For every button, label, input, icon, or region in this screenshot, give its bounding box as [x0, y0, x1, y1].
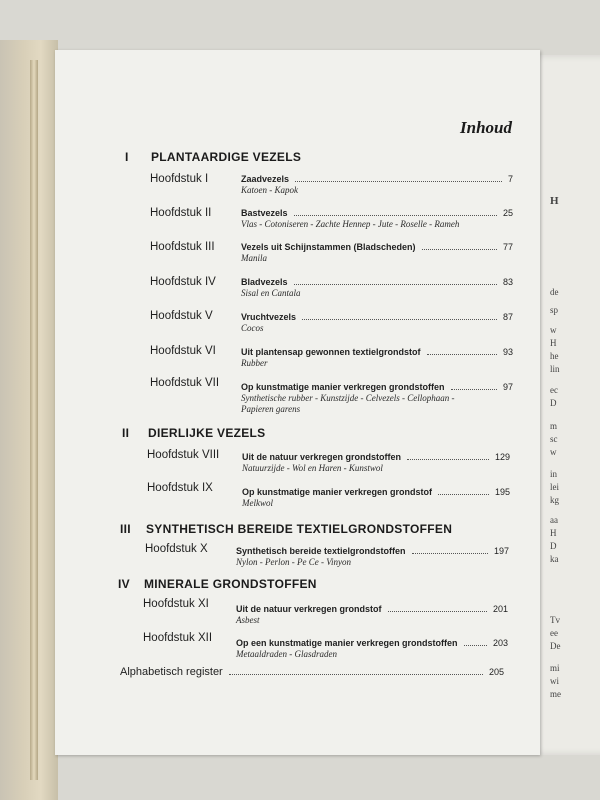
adjacent-text-fragment: de — [550, 287, 559, 297]
adjacent-text-fragment: Tv — [550, 615, 560, 625]
adjacent-text-fragment: aa — [550, 515, 558, 525]
toc-entry — [241, 277, 513, 298]
chapter-label: Hoofdstuk III — [150, 241, 215, 253]
leader-dots — [438, 487, 489, 495]
chapter-label: Hoofdstuk IV — [150, 276, 216, 288]
entry-title: Synthetisch bereide textielgrondstoffen — [236, 546, 406, 556]
leader-dots — [407, 452, 489, 460]
toc-entry — [241, 242, 513, 263]
entry-title: Zaadvezels — [241, 174, 290, 184]
register-entry — [120, 666, 504, 678]
adjacent-text-fragment: he — [550, 351, 559, 361]
toc-entry — [241, 382, 513, 414]
page-number: 97 — [502, 382, 513, 392]
page-number: 77 — [502, 242, 513, 252]
section-heading — [118, 577, 317, 591]
adjacent-page — [530, 55, 600, 755]
toc-entry — [242, 452, 510, 473]
adjacent-text-fragment: lin — [550, 364, 560, 374]
adjacent-text-fragment: m — [550, 421, 558, 431]
adjacent-text-fragment: De — [550, 641, 561, 651]
section-heading — [120, 522, 452, 536]
entry-subtitle: Metaaldraden - Glasdraden — [236, 649, 337, 659]
entry-subtitle: Katoen - Kapok — [241, 185, 298, 195]
entry-title: Op kunstmatige manier verkregen grondstof — [242, 487, 433, 497]
adjacent-text-fragment: kg — [550, 495, 559, 505]
chapter-label: Hoofdstuk XII — [143, 632, 213, 644]
section-title: MINERALE GRONDSTOFFEN — [144, 577, 317, 591]
page-number: 25 — [502, 208, 513, 218]
entry-subtitle: Vlas - Cotoniseren - Zachte Hennep - Jute - Roselle - Rameh — [241, 219, 460, 229]
toc-entry — [241, 208, 513, 229]
adjacent-text-fragment: H — [550, 338, 557, 348]
toc-entry — [236, 604, 508, 625]
toc-entry — [236, 638, 508, 659]
chapter-label: Hoofdstuk VIII — [147, 449, 220, 461]
page-title: Inhoud — [460, 118, 512, 137]
entry-title: Op een kunstmatige manier verkregen grondstoffen — [236, 638, 458, 648]
adjacent-text-fragment: H — [550, 528, 557, 538]
adjacent-text-fragment: H — [550, 195, 559, 207]
entry-title: Vezels uit Schijnstammen (Bladscheden) — [241, 242, 416, 252]
chapter-label: Hoofdstuk XI — [143, 598, 209, 610]
adjacent-text-fragment: me — [550, 689, 561, 699]
adjacent-text-fragment: mi — [550, 663, 560, 673]
page-number: 195 — [494, 487, 510, 497]
entry-subtitle: Synthetische rubber - Kunstzijde - Celvezels - Cellophaan - — [241, 393, 455, 403]
adjacent-text-fragment: wi — [550, 676, 559, 686]
entry-title: Op kunstmatige manier verkregen grondstoffen — [241, 382, 445, 392]
leader-dots — [464, 638, 487, 646]
section-title: SYNTHETISCH BEREIDE TEXTIELGRONDSTOFFEN — [146, 522, 453, 536]
leader-dots — [412, 546, 488, 554]
section-heading — [122, 426, 266, 440]
toc-entry — [241, 312, 513, 333]
adjacent-text-fragment: ee — [550, 628, 558, 638]
page-number: 197 — [493, 546, 509, 556]
page-number: 201 — [492, 604, 508, 614]
page-number: 205 — [488, 667, 504, 677]
leader-dots — [294, 208, 497, 216]
toc-entry — [242, 487, 510, 508]
adjacent-text-fragment: in — [550, 469, 558, 479]
leader-dots — [229, 667, 483, 675]
entry-subtitle: Rubber — [241, 358, 268, 368]
section-number: II — [122, 426, 130, 440]
entry-subtitle: Manila — [241, 253, 267, 263]
adjacent-text-fragment: w — [550, 325, 557, 335]
chapter-label: Hoofdstuk VI — [150, 345, 216, 357]
toc-entry — [241, 347, 513, 368]
toc-entry — [241, 174, 513, 195]
entry-title: Bastvezels — [241, 208, 288, 218]
leader-dots — [388, 604, 487, 612]
spine-edge — [30, 60, 38, 780]
adjacent-text-fragment: ka — [550, 554, 559, 564]
section-number: I — [125, 150, 129, 164]
leader-dots — [451, 382, 497, 390]
entry-title: Uit de natuur verkregen grondstof — [236, 604, 382, 614]
toc-entry — [236, 546, 509, 567]
adjacent-text-fragment: lei — [550, 482, 559, 492]
entry-subtitle: Asbest — [236, 615, 260, 625]
book-spine — [0, 40, 58, 800]
leader-dots — [427, 347, 497, 355]
entry-subtitle: Natuurzijde - Wol en Haren - Kunstwol — [242, 463, 383, 473]
page-number: 87 — [502, 312, 513, 322]
register-label: Alphabetisch register — [120, 666, 223, 678]
entry-subtitle: Cocos — [241, 323, 264, 333]
entry-subtitle: Nylon - Perlon - Pe Ce - Vinyon — [236, 557, 352, 567]
entry-title: Uit plantensap gewonnen textielgrondstof — [241, 347, 421, 357]
leader-dots — [422, 242, 497, 250]
adjacent-text-fragment: D — [550, 541, 557, 551]
section-title: PLANTAARDIGE VEZELS — [151, 150, 302, 164]
chapter-label: Hoofdstuk VII — [150, 377, 220, 389]
adjacent-text-fragment: w — [550, 447, 557, 457]
page-number: 7 — [507, 174, 513, 184]
section-number: IV — [118, 577, 130, 591]
adjacent-text-fragment: ec — [550, 385, 558, 395]
page-number: 129 — [494, 452, 510, 462]
adjacent-text-fragment: sp — [550, 305, 559, 315]
entry-subtitle: Sisal en Cantala — [241, 288, 301, 298]
section-title: DIERLIJKE VEZELS — [148, 426, 266, 440]
adjacent-text-fragment: sc — [550, 434, 558, 444]
leader-dots — [302, 312, 497, 320]
page-number: 93 — [502, 347, 513, 357]
leader-dots — [295, 174, 502, 182]
entry-subtitle-continued: Papieren garens — [241, 404, 301, 414]
leader-dots — [294, 277, 497, 285]
entry-subtitle: Melkwol — [242, 498, 273, 508]
chapter-label: Hoofdstuk IX — [147, 482, 213, 494]
section-heading — [125, 150, 301, 164]
entry-title: Uit de natuur verkregen grondstoffen — [242, 452, 402, 462]
contents-page — [55, 50, 540, 755]
chapter-label: Hoofdstuk X — [145, 543, 208, 555]
section-number: III — [120, 522, 131, 536]
entry-title: Bladvezels — [241, 277, 288, 287]
page-number: 83 — [502, 277, 513, 287]
chapter-label: Hoofdstuk II — [150, 207, 212, 219]
adjacent-text-fragment: D — [550, 398, 557, 408]
entry-title: Vruchtvezels — [241, 312, 297, 322]
chapter-label: Hoofdstuk I — [150, 173, 209, 185]
chapter-label: Hoofdstuk V — [150, 310, 213, 322]
page-number: 203 — [492, 638, 508, 648]
